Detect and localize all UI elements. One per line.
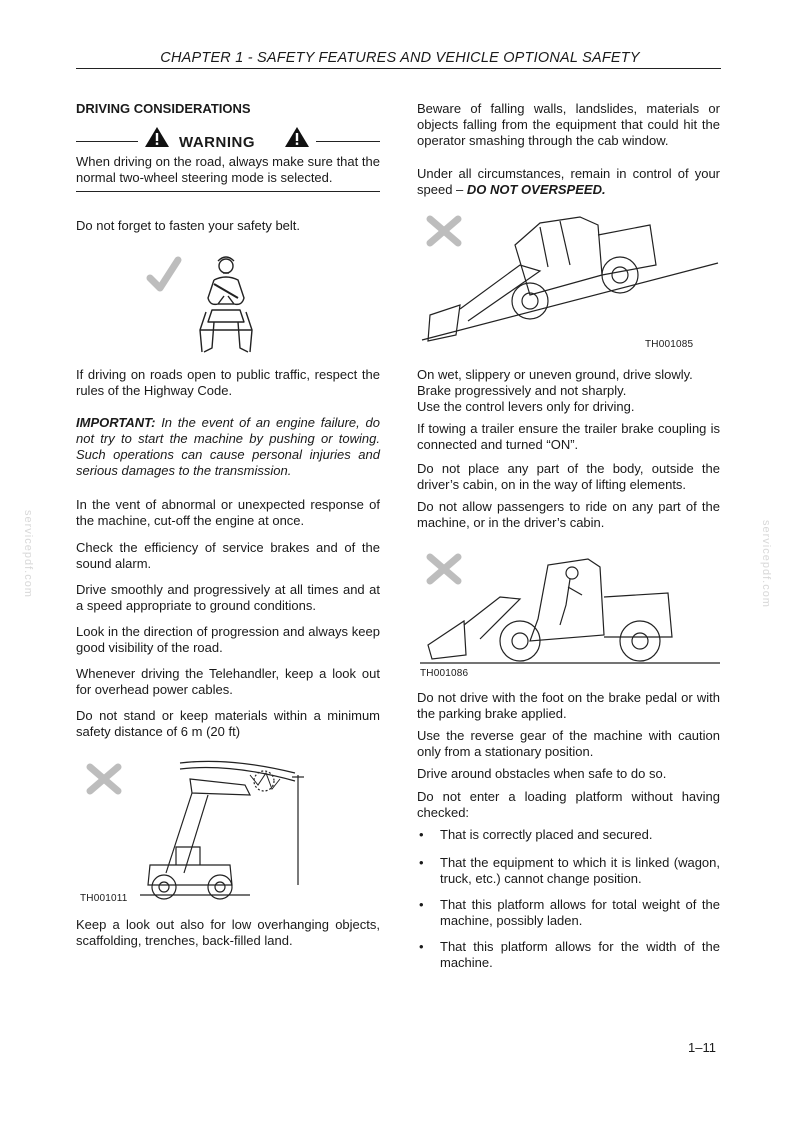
paragraph: Drive around obstacles when safe to do so.	[417, 766, 667, 781]
paragraph: Look in the direction of progression and always keep good visibility of the road.	[76, 624, 380, 655]
paragraph: On wet, slippery or uneven ground, drive slowly.	[417, 367, 693, 382]
section-heading: DRIVING CONSIDERATIONS	[76, 101, 251, 116]
speed-text: Under all circumstances, remain in control of your speed –	[417, 166, 720, 197]
paragraph: Do not drive with the foot on the brake pedal or with the parking brake applied.	[417, 690, 720, 721]
paragraph: Drive smoothly and progressively at all times and at a speed appropriate to ground conditions.	[76, 582, 380, 613]
cross-icon	[90, 767, 118, 791]
slope-figure	[420, 205, 720, 345]
seatbelt-figure	[140, 250, 280, 360]
passenger-figure	[420, 545, 720, 670]
paragraph: Do not place any part of the body, outside the driver’s cabin, on in the way of lifting elements.	[417, 461, 720, 492]
paragraph: Do not allow passengers to ride on any part of the machine, or in the driver’s cabin.	[417, 499, 720, 530]
figure-caption: TH001086	[420, 668, 469, 679]
chapter-title: CHAPTER 1 - SAFETY FEATURES AND VEHICLE OPTIONAL SAFETY	[160, 50, 640, 66]
paragraph: Use the reverse gear of the machine with caution only from a stationary position.	[417, 728, 720, 759]
bullet-icon: •	[419, 855, 424, 870]
warning-rule-right	[316, 141, 380, 142]
power-line-figure	[80, 755, 300, 905]
check-mark-icon	[150, 260, 178, 288]
paragraph: Brake progressively and not sharply.	[417, 383, 627, 398]
paragraph: Use the control levers only for driving.	[417, 399, 635, 414]
figure-caption: TH001085	[645, 339, 694, 350]
page-number: 1–11	[688, 1040, 716, 1055]
list-item: That this platform allows for total weight of the machine, possibly laden.	[440, 897, 720, 928]
paragraph: Check the efficiency of service brakes and of the sound alarm.	[76, 540, 380, 571]
cross-icon	[430, 557, 458, 581]
paragraph: In the vent of abnormal or unexpected response of the machine, cut-off the engine at once.	[76, 497, 380, 528]
paragraph: Whenever driving the Telehandler, keep a look out for overhead power cables.	[76, 666, 380, 697]
warning-rule-bottom	[76, 191, 380, 192]
paragraph: Do not forget to fasten your safety belt.	[76, 218, 301, 233]
bullet-icon: •	[419, 897, 424, 912]
paragraph: Do not stand or keep materials within a minimum safety distance of 6 m (20 ft)	[76, 708, 380, 739]
important-text: In the event of an engine failure, do not try to start the machine by pushing or towing. Such operations can cause personal injuries and serious damages to the transmission.	[76, 415, 380, 478]
bullet-icon: •	[419, 939, 424, 954]
warning-rule-left	[76, 141, 138, 142]
watermark-left: servicepdf.com	[22, 510, 34, 598]
list-item: That this platform allows for the width of the machine.	[440, 939, 720, 970]
paragraph: Beware of falling walls, landslides, materials or objects falling from the equipment that could hit the operator smashing through the cab window.	[417, 101, 720, 148]
warning-title: WARNING	[179, 134, 255, 151]
watermark-right: servicepdf.com	[760, 520, 772, 608]
bullet-icon: •	[419, 827, 424, 842]
list-item: That the equipment to which it is linked (wagon, truck, etc.) cannot change position.	[440, 855, 720, 886]
warning-text: When driving on the road, always make sure that the normal two-wheel steering mode is selected.	[76, 154, 380, 185]
paragraph: If driving on roads open to public traffic, respect the rules of the Highway Code.	[76, 367, 380, 398]
warning-triangle-icon	[284, 126, 310, 148]
paragraph: If towing a trailer ensure the trailer brake coupling is connected and turned “ON”.	[417, 421, 720, 452]
speed-paragraph	[417, 166, 720, 198]
figure-caption: TH001011	[80, 893, 128, 904]
list-item: That is correctly placed and secured.	[440, 827, 653, 842]
paragraph: Keep a look out also for low overhanging objects, scaffolding, trenches, back-filled land.	[76, 917, 380, 948]
warning-triangle-icon	[144, 126, 170, 148]
header-rule	[76, 68, 721, 69]
overspeed-warning: DO NOT OVERSPEED.	[466, 182, 606, 197]
cross-icon	[430, 219, 458, 243]
important-note	[76, 415, 380, 479]
paragraph: Do not enter a loading platform without having checked:	[417, 789, 720, 820]
important-label: IMPORTANT:	[76, 415, 156, 430]
